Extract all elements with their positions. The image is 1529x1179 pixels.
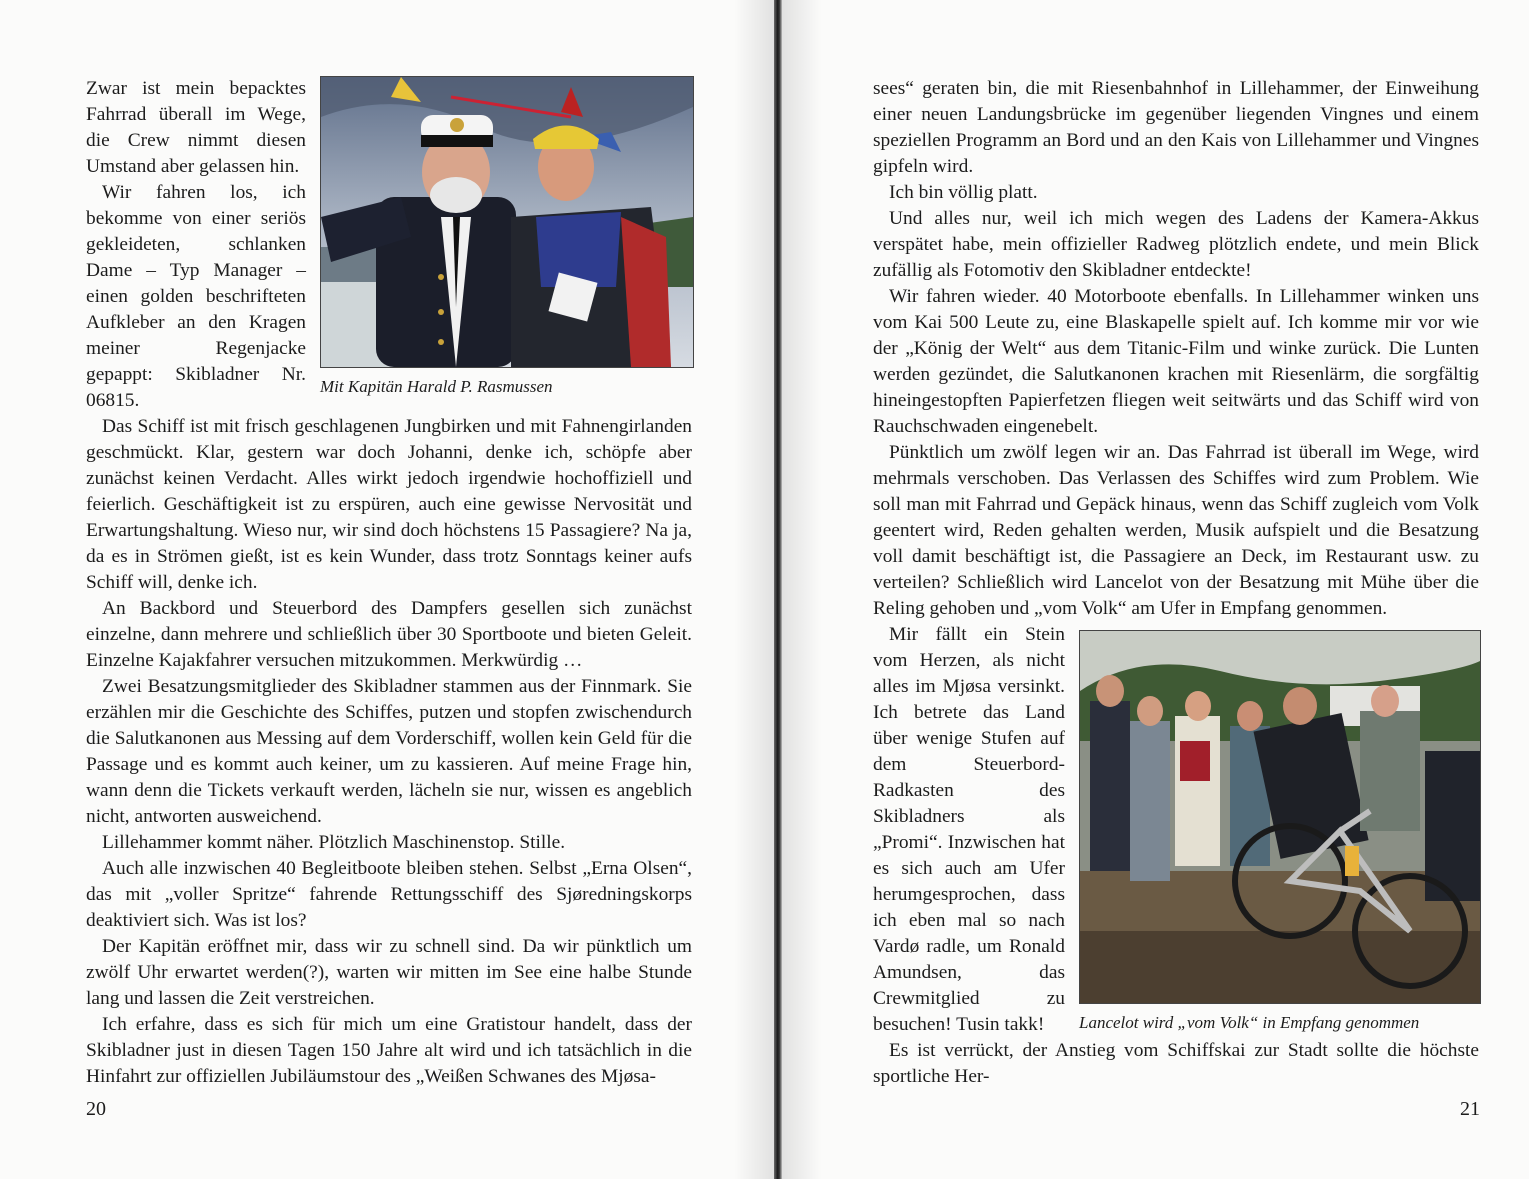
paragraph: Das Schiff ist mit frisch geschlagenen Jungbirken und mit Fahnengirlanden geschmückt. Klar, gestern war doch Johanni, denke ich, schöpfe aber zunächst keinen Verdacht. Alles wirkt jedoch irgendwie hochoffiziell und feierlich. Geschäftigkeit ist zu erspüren, auch eine gewisse Nervosität und Erwartungshaltung. Wieso nur, wir sind doch höchstens 15 Passagiere? Na ja, da es in Strömen gießt, ist es kein Wunder, dass trotz Sonntags keiner aufs Schiff will, denke ich.	[86, 416, 692, 593]
captain-photo-figure	[320, 76, 692, 406]
captain-photo	[320, 76, 694, 368]
paragraph: An Backbord und Steuerbord des Dampfers gesellen sich zunächst einzelne, dann mehrere und schließlich über 30 Sportboote und bieten Geleit. Einzelne Kajakfahrer versuchen mitzukommen. Merkwürdig …	[86, 598, 692, 671]
paragraph: Ich bin völlig platt.	[889, 182, 1038, 203]
paragraph: Lillehammer kommt näher. Plötzlich Maschinenstop. Stille.	[102, 832, 566, 853]
paragraph: Zwei Besatzungsmitglieder des Skibladner stammen aus der Finnmark. Sie erzählen mir die Geschichte des Schiffes, putzen und stopfen zwischendurch die Salutkanonen aus Messing auf dem Vorderschiff, wollen kein Geld für die Passage und es kommt auch keiner, um zu kassieren. Auf meine Frage hin, wann denn die Tickets verkauft werden, lächeln sie nur, wissen es angeblich nicht, antworten ausweichend.	[86, 676, 692, 827]
captain-photo-caption: Mit Kapitän Harald P. Rasmussen	[320, 377, 553, 396]
page-shadow	[734, 0, 774, 1179]
bicycle-photo-figure	[1079, 630, 1479, 1030]
paragraph: Auch alle inzwischen 40 Begleitboote bleiben stehen. Selbst „Erna Olsen“, das mit „voller Spritze“ fahrende Rettungsschiff des Sjøredningskorps deaktiviert sich. Was ist los?	[86, 858, 692, 931]
right-page-text	[873, 76, 1479, 1090]
paragraph: sees“ geraten bin, die mit Riesenbahnhof in Lillehammer, der Einweihung einer neuen Landungsbrücke im gegenüber liegenden Vingnes und einem speziellen Programm an Bord und an den Kais von Lillehammer und Vingnes gipfeln wird.	[873, 78, 1479, 177]
book-gutter	[774, 0, 782, 1179]
bicycle-photo-caption: Lancelot wird „vom Volk“ in Empfang genommen	[1079, 1013, 1420, 1032]
bicycle-photo-image	[1080, 631, 1480, 1003]
paragraph: Und alles nur, weil ich mich wegen des Ladens der Kamera-Akkus verspätet habe, mein offizieller Radweg plötzlich endete, und mein Blick zufällig als Fotomotiv den Skibladner entdeckte!	[873, 208, 1479, 281]
paragraph: Pünktlich um zwölf legen wir an. Das Fahrrad ist überall im Wege, wird mehrmals verschoben. Das Verlassen des Schiffes wird zum Problem. Wie soll man mit Fahrrad und Gepäck hinaus, wenn das Schiff zugleich vom Volk geentert wird, Reden gehalten werden, Musik aufspielt und die Besatzung voll damit beschäftigt ist, die Passagiere an Deck, im Restaurant usw. zu verteilen? Schließlich wird Lancelot von der Besatzung mit Mühe über die Reling gehoben und „vom Volk“ am Ufer in Empfang genommen.	[873, 442, 1479, 619]
page-number-left: 20	[86, 1098, 106, 1120]
paragraph: Wir fahren wieder. 40 Motorboote ebenfalls. In Lillehammer winken uns vom Kai 500 Leute zu, eine Blaskapelle spielt auf. Ich komme mir vor wie der „König der Welt“ aus dem Titanic-Film und winke zurück. Die Lunten werden gezündet, die Salutkanonen krachen mit Riesenlärm, die sorgfältig hineingestopften Papierfetzen fliegen weit seitwärts und das Schiff wird von Rauchschwaden eingenebelt.	[873, 286, 1479, 437]
captain-photo-image	[321, 77, 693, 367]
paragraph: Ich erfahre, dass es sich für mich um eine Gratistour handelt, dass der Skibladner just in diesen Tagen 150 Jahre alt wird und ich tatsächlich in die Hinfahrt zur offiziellen Jubiläumstour des „Weißen Schwanes des Mjøsa-	[86, 1014, 692, 1087]
paragraph: Der Kapitän eröffnet mir, dass wir zu schnell sind. Da wir pünktlich um zwölf Uhr erwartet werden(?), warten wir mitten im See eine halbe Stunde lang und lassen die Zeit verstreichen.	[86, 936, 692, 1009]
paragraph: Zwar ist mein bepacktes Fahrrad überall im Wege, die Crew nimmt diesen Umstand aber gelassen hin.	[86, 78, 306, 177]
paragraph: Es ist verrückt, der Anstieg vom Schiffskai zur Stadt sollte die höchste sportliche Her-	[873, 1040, 1479, 1087]
bicycle-photo	[1079, 630, 1481, 1004]
paragraph: Mir fällt ein Stein vom Herzen, als nicht alles im Mjøsa versinkt. Ich betrete das Land über wenige Stufen auf dem Steuerbord-Radkasten des Skibladners als „Promi“. Inzwischen hat es sich auch am Ufer herumgesprochen, dass ich eben mal so nach Vardø radle, um Ronald Amundsen, das Crewmitglied zu besuchen! Tusin takk!	[873, 624, 1065, 1035]
left-page-text	[86, 76, 692, 1090]
page-number-right: 21	[1460, 1098, 1480, 1120]
paragraph: Wir fahren los, ich bekomme von einer seriös gekleideten, schlanken Dame – Typ Manager – einen golden beschrifteten Aufkleber an den Kragen meiner Regenjacke gepappt: Skibladner Nr. 06815.	[86, 182, 306, 411]
page-shadow	[782, 0, 822, 1179]
